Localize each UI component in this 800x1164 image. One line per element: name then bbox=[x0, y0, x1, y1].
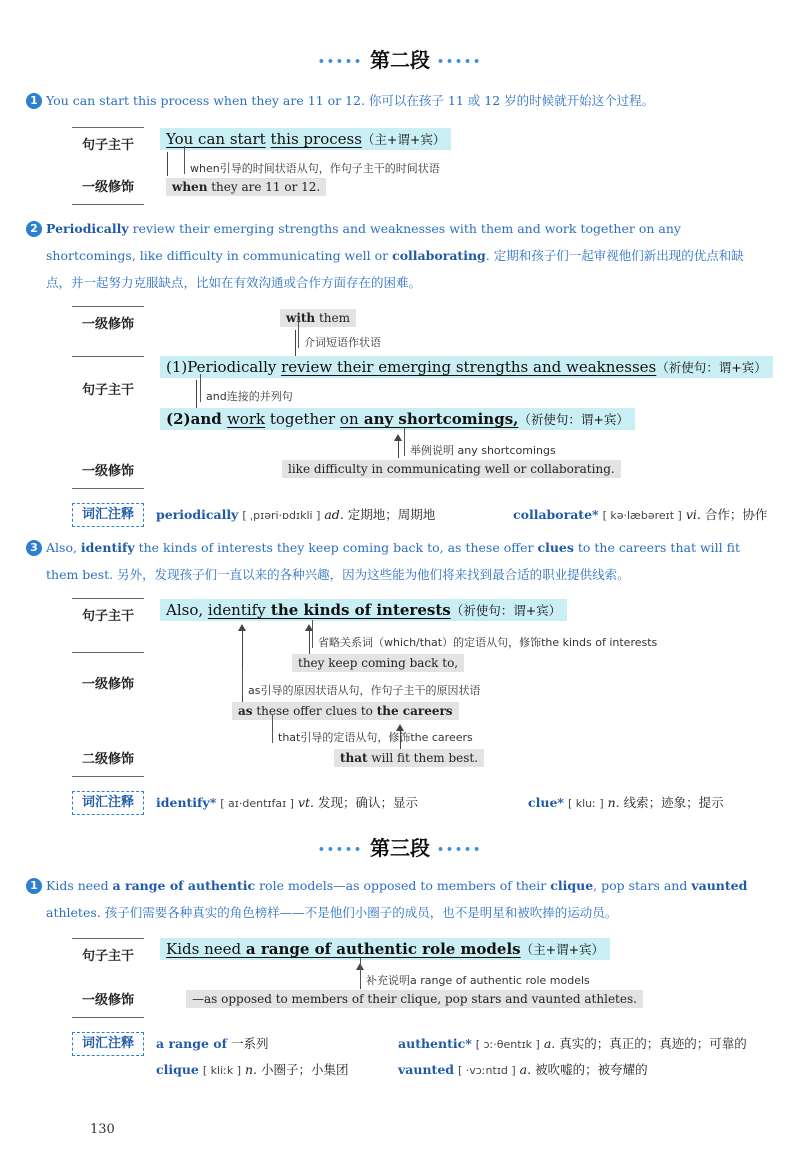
modifier-text: them bbox=[315, 311, 351, 325]
clause-text: (2)and bbox=[166, 410, 227, 428]
label-main-clause: 句子主干 bbox=[72, 598, 144, 627]
structure-tag: （祈使句：谓+宾） bbox=[450, 603, 562, 618]
vocab-word: identify bbox=[156, 795, 210, 810]
vocab-phonetic: [ kə·læbəreɪt ] bbox=[602, 509, 682, 522]
label-modifier-1-top: 一级修饰 bbox=[72, 306, 144, 335]
predicate: need bbox=[199, 940, 246, 958]
keyword: a range of authentic bbox=[112, 878, 256, 893]
vocab-label: 词汇注释 bbox=[72, 503, 144, 527]
vocab-definition: 发现；确认；显示 bbox=[314, 795, 418, 810]
vocab-entry bbox=[156, 793, 418, 811]
star-mark: * bbox=[465, 1036, 472, 1051]
vocab-word: vaunted bbox=[398, 1062, 455, 1077]
vocab-entry bbox=[156, 1060, 349, 1078]
vocab-phonetic: [ aɪ·dentɪfaɪ ] bbox=[220, 797, 294, 810]
vocab-definition: 小圈子；小集团 bbox=[257, 1062, 349, 1077]
vocab-label: 词汇注释 bbox=[72, 1032, 144, 1056]
label-modifier-2: 二级修饰 bbox=[72, 748, 144, 777]
sentence-number-badge: 3 bbox=[26, 540, 42, 556]
modifier-with-them bbox=[280, 309, 356, 327]
sentence-text: Kids need bbox=[46, 878, 113, 893]
sentence-text: review their emerging strengths and weaknesses with them and work together on any shortcomings, like difficulty in communicating well or bbox=[46, 221, 681, 263]
modifier-as-opposed: —as opposed to members of their clique, pop stars and vaunted athletes. bbox=[186, 990, 643, 1008]
annotation-note: 补充说明a range of authentic role models bbox=[366, 974, 590, 987]
vocab-phonetic: [ ˌpɪəri·ɒdɪkli ] bbox=[242, 509, 321, 522]
subject: Kids bbox=[166, 940, 200, 958]
star-mark: * bbox=[209, 795, 217, 810]
modifier-clause bbox=[166, 178, 326, 196]
vocab-pos: n. bbox=[245, 1062, 258, 1077]
vocab-definition: 一系列 bbox=[226, 1036, 269, 1051]
structure-tag: （主+谓+宾） bbox=[361, 132, 446, 147]
keyword: clique bbox=[550, 878, 594, 893]
modifier-text: will fit them best. bbox=[367, 751, 479, 765]
sentence-chinese: 定期和孩子们一起审视他们新出现的优点和缺点，并一起努力克服缺点，比如在有效沟通或合作方面存在的困难。 bbox=[46, 248, 744, 290]
vocab-definition: 线索；迹象；提示 bbox=[619, 795, 724, 810]
sentence-text: . bbox=[485, 248, 490, 263]
clause-text: together bbox=[265, 410, 340, 428]
sentence-text: the kinds of interests they keep coming back to, as these offer bbox=[134, 540, 538, 555]
modifier-as-clause bbox=[232, 702, 459, 720]
annotation-note: 省略关系词（which/that）的定语从句，修饰the kinds of interests bbox=[318, 636, 658, 649]
vocab-pos: a. bbox=[543, 1036, 556, 1051]
vocab-phonetic: [ ɔː·θentɪk ] bbox=[475, 1038, 540, 1051]
vocab-phonetic: [ ·vɔːntɪd ] bbox=[458, 1064, 516, 1077]
object: this process bbox=[270, 130, 362, 148]
vocab-pos: vi. bbox=[685, 507, 701, 522]
vocab-entry bbox=[156, 1034, 268, 1052]
vocab-label: 词汇注释 bbox=[72, 791, 144, 815]
star-mark: * bbox=[592, 507, 599, 522]
label-modifier-1: 一级修饰 bbox=[72, 652, 144, 713]
keyword: collaborating bbox=[392, 248, 486, 263]
structure-tag: （主+谓+宾） bbox=[520, 942, 605, 957]
annotation-note: that引导的定语从句，修饰the careers bbox=[278, 731, 473, 744]
vocab-definition: 真实的；真正的；真迹的；可靠的 bbox=[555, 1036, 747, 1051]
vocab-definition: 被吹嘘的；被夸耀的 bbox=[531, 1062, 648, 1077]
vocab-entry bbox=[398, 1060, 648, 1078]
vocab-word: authentic bbox=[398, 1036, 466, 1051]
modifier-like: like difficulty in communicating well or collaborating. bbox=[282, 460, 621, 478]
dots-decoration: ••••• bbox=[317, 843, 364, 856]
label-main-clause: 句子主干 bbox=[72, 356, 144, 449]
vocab-word: clue bbox=[528, 795, 558, 810]
modifier-text: they are 11 or 12. bbox=[207, 180, 321, 194]
connector-line bbox=[167, 152, 168, 176]
vocab-pos: a. bbox=[519, 1062, 532, 1077]
structure-tag: （祈使句：谓+宾） bbox=[656, 360, 767, 375]
vocab-word: a range of bbox=[156, 1036, 227, 1051]
object: the kinds of interests bbox=[265, 601, 451, 619]
annotation-note: 举例说明 any shortcomings bbox=[410, 444, 556, 457]
main-clause-2 bbox=[160, 408, 635, 430]
predicate: review bbox=[281, 358, 333, 376]
sentence-number-badge: 2 bbox=[26, 221, 42, 237]
dots-decoration: ••••• bbox=[317, 55, 364, 68]
label-main-clause: 句子主干 bbox=[72, 127, 144, 156]
sentence-chinese: 你可以在孩子 11 或 12 岁的时候就开始这个过程。 bbox=[368, 93, 655, 108]
sentence-3 bbox=[30, 534, 762, 588]
connector-line bbox=[309, 630, 310, 654]
object: a range of authentic role models bbox=[245, 940, 521, 958]
structure-tag: （祈使句：谓+宾） bbox=[518, 412, 629, 427]
sentence-english: You can start this process when they are 11 or 12. bbox=[46, 93, 365, 108]
sentence-text: , pop stars and bbox=[593, 878, 692, 893]
sentence-4 bbox=[30, 872, 762, 926]
vocab-pos: n. bbox=[607, 795, 620, 810]
vocab-word: clique bbox=[156, 1062, 199, 1077]
preposition: on bbox=[339, 410, 359, 428]
modifier-that-clause bbox=[334, 749, 484, 767]
dots-decoration: ••••• bbox=[436, 843, 483, 856]
vocab-word: collaborate bbox=[513, 507, 593, 522]
annotation-note: and连接的并列句 bbox=[206, 390, 293, 403]
vocab-entry bbox=[528, 793, 724, 811]
predicate: identify bbox=[207, 601, 266, 619]
vocab-phonetic: [ kliːk ] bbox=[202, 1064, 242, 1077]
subject-verb: You can start bbox=[166, 130, 266, 148]
vocab-pos: vt. bbox=[297, 795, 315, 810]
modifier-relative-clause: they keep coming back to, bbox=[292, 654, 464, 672]
label-modifier-1-bottom: 一级修饰 bbox=[72, 460, 144, 489]
main-clause-1 bbox=[160, 356, 773, 378]
clause-text: (1)Periodically bbox=[166, 358, 282, 376]
keyword: clues bbox=[537, 540, 574, 555]
sentence-1 bbox=[30, 87, 762, 114]
keyword: vaunted bbox=[691, 878, 748, 893]
label-main-clause: 句子主干 bbox=[72, 938, 144, 967]
vocab-definition: 合作；协作 bbox=[700, 507, 768, 522]
connector-line bbox=[295, 330, 296, 356]
conjunction: when bbox=[172, 180, 208, 194]
main-clause bbox=[160, 599, 567, 621]
modified-noun: the careers bbox=[376, 704, 453, 718]
connector-line bbox=[196, 380, 197, 408]
sentence-number-badge: 1 bbox=[26, 93, 42, 109]
sentence-text: role models—as opposed to members of their bbox=[255, 878, 551, 893]
keyword: Periodically bbox=[46, 221, 129, 236]
page-number: 130 bbox=[90, 1122, 115, 1137]
vocab-entry bbox=[513, 505, 767, 523]
dots-decoration: ••••• bbox=[436, 55, 483, 68]
object: their emerging strengths and weaknesses bbox=[332, 358, 657, 376]
sentence-chinese: 孩子们需要各种真实的角色榜样——不是他们小圈子的成员，也不是明星和被吹捧的运动员。 bbox=[104, 905, 618, 920]
vocab-pos: ad. bbox=[324, 507, 344, 522]
main-clause bbox=[160, 938, 610, 960]
label-modifier-1: 一级修饰 bbox=[72, 176, 144, 205]
sentence-chinese: 另外，发现孩子们一直以来的各种兴趣，因为这些能为他们将来找到最合适的职业提供线索。 bbox=[117, 567, 630, 582]
sentence-text: Also, bbox=[46, 540, 81, 555]
main-clause bbox=[160, 128, 451, 150]
star-mark: * bbox=[557, 795, 564, 810]
sentence-2 bbox=[30, 215, 762, 296]
vocab-phonetic: [ kluː ] bbox=[567, 797, 604, 810]
sentence-number-badge: 1 bbox=[26, 878, 42, 894]
modifier-text: these offer clues to bbox=[252, 704, 377, 718]
vocab-entry bbox=[156, 505, 435, 523]
predicate: work bbox=[226, 410, 266, 428]
sentence-text: athletes. bbox=[46, 905, 101, 920]
vocab-definition: 定期地；周期地 bbox=[343, 507, 436, 522]
label-modifier-1: 一级修饰 bbox=[72, 989, 144, 1018]
section-title-text: 第三段 bbox=[370, 836, 430, 860]
vocab-word: periodically bbox=[156, 507, 239, 522]
annotation-note: when引导的时间状语从句，作句子主干的时间状语 bbox=[190, 162, 440, 175]
section-title-text: 第二段 bbox=[370, 48, 430, 72]
connector-line bbox=[398, 440, 399, 458]
sentence-text: to the careers that will fit them best. bbox=[46, 540, 740, 582]
object: any shortcomings, bbox=[358, 410, 519, 428]
conjunction: that bbox=[340, 751, 368, 765]
annotation-note: as引导的原因状语从句，作句子主干的原因状语 bbox=[248, 684, 481, 697]
annotation-note: 介词短语作状语 bbox=[304, 336, 381, 349]
clause-text: Also, bbox=[166, 601, 208, 619]
section-title-3 bbox=[0, 832, 800, 861]
keyword: identify bbox=[80, 540, 135, 555]
conjunction: as bbox=[238, 704, 253, 718]
preposition: with bbox=[286, 311, 316, 325]
vocab-entry bbox=[398, 1034, 747, 1052]
section-title-2 bbox=[0, 44, 800, 73]
